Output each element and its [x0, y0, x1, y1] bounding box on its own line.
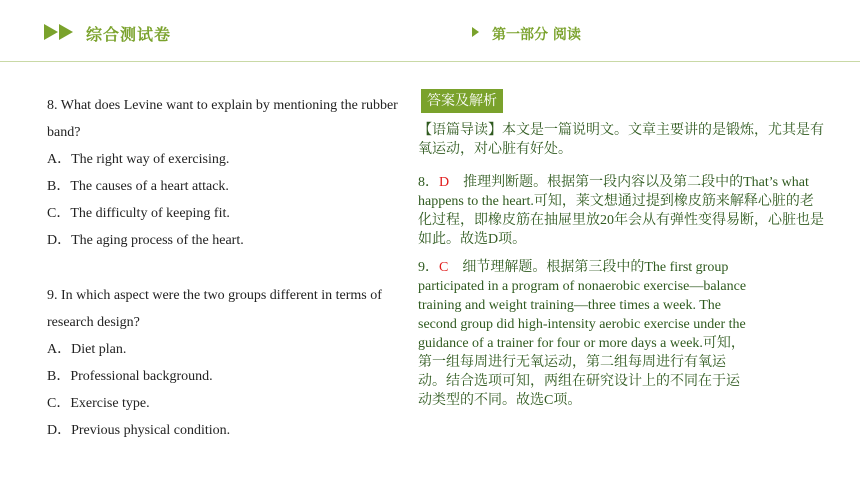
question-stem: 8. What does Levine want to explain by mentioning the rubber band?	[47, 98, 398, 140]
question-9	[47, 282, 407, 444]
option-a: A．Diet plan.	[47, 342, 127, 357]
questions-column	[47, 92, 407, 444]
passage-guide: 【语篇导读】本文是一篇说明文。文章主要讲的是锻炼，尤其是有氧运动，对心脏有好处。	[418, 123, 824, 157]
analysis-panel	[418, 121, 824, 410]
option-a: A．The right way of exercising.	[47, 152, 230, 167]
option-c: C．The difficulty of keeping fit.	[47, 206, 230, 221]
header-divider	[0, 61, 860, 62]
answer-explanation: 细节理解题。根据第三段中的The first group participated in a program of nonaerobic exercise—balance training and weight training—three times a week. The second group did high-intensity aerobic exercise under the guidance of a trainer for four or more days a week.可知，第一组每周进行无氧运动，第二组每周进行有氧运动。结合选项可知，两组在研究设计上的不同在于运动类型的不同。故选C项。	[418, 260, 747, 408]
question-8	[47, 92, 407, 254]
section-title: 第一部分 阅读	[492, 27, 581, 43]
answer-item-8	[418, 173, 824, 249]
header	[0, 0, 860, 62]
answer-letter: D	[439, 175, 450, 190]
answer-number: 9．	[418, 260, 439, 275]
option-d: D．Previous physical condition.	[47, 423, 231, 438]
answer-tag: 答案及解析	[421, 89, 503, 113]
question-stem: 9. In which aspect were the two groups different in terms of research design?	[47, 288, 382, 330]
option-c: C．Exercise type.	[47, 396, 150, 411]
option-b: B．Professional background.	[47, 369, 213, 384]
answer-number: 8．	[418, 175, 439, 190]
play-arrow-icon	[472, 27, 479, 37]
double-arrow-icon	[44, 24, 76, 40]
answer-letter: C	[439, 260, 449, 275]
spacer	[47, 254, 407, 282]
answer-explanation: 推理判断题。根据第一段内容以及第二段中的That’s what happens to the heart.可知，莱文想通过提到橡皮筋来解释心脏的老化过程，即橡皮筋在抽屉里放20年会从有弹性变得易断，心脏也是如此。故选D项。	[418, 175, 824, 247]
page-title: 综合测试卷	[86, 25, 172, 44]
answer-item-9	[418, 258, 748, 410]
option-d: D．The aging process of the heart.	[47, 233, 244, 248]
option-b: B．The causes of a heart attack.	[47, 179, 229, 194]
